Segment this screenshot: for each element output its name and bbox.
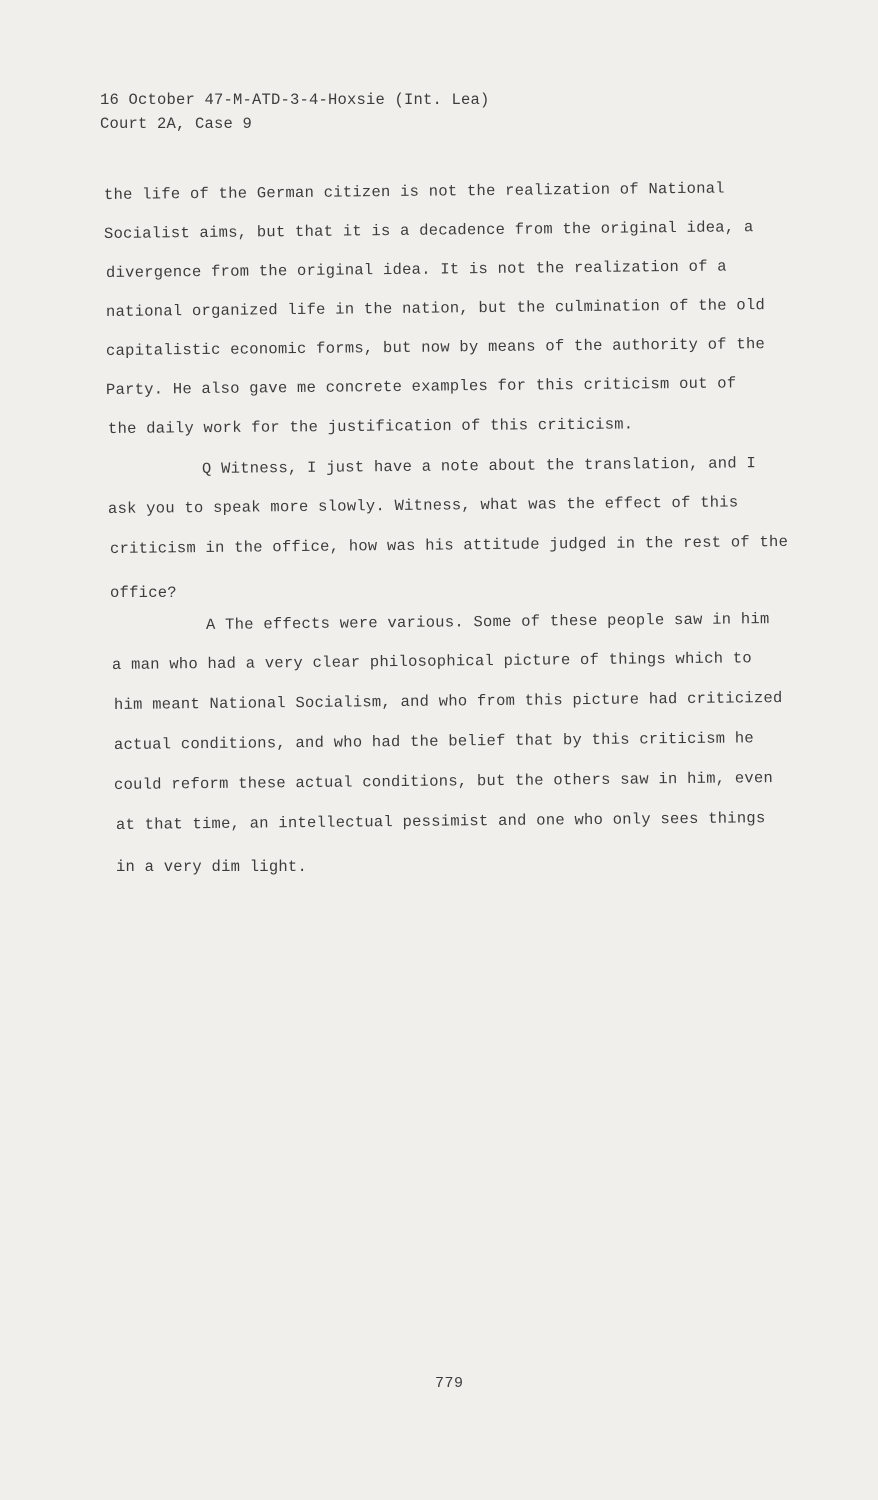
body-line: office? xyxy=(110,584,177,602)
body-line: in a very dim light. xyxy=(116,858,308,876)
body-line: Party. He also gave me concrete examples for this criticism out of xyxy=(105,374,737,399)
body-line: criticism in the office, how was his attitude judged in the rest of the xyxy=(109,532,789,558)
body-line: actual conditions, and who had the belief that by this criticism he xyxy=(113,729,755,754)
body-line: the daily work for the justification of this criticism. xyxy=(107,415,634,438)
body-line: the life of the German citizen is not the realization of National xyxy=(103,179,725,204)
body-line: Socialist aims, but that it is a decadence from the original idea, a xyxy=(103,218,754,243)
body-line: him meant National Socialism, and who from this picture had criticized xyxy=(113,688,783,714)
body-line: a man who had a very clear philosophical picture of things which to xyxy=(111,649,753,674)
body-line: divergence from the original idea. It is not the realization of a xyxy=(105,257,727,282)
header-date-line: 16 October 47-M-ATD-3-4-Hoxsie (Int. Lea) xyxy=(100,91,490,109)
body-line: at that time, an intellectual pessimist and one who only sees things xyxy=(115,809,766,834)
document-header xyxy=(100,88,490,136)
page-number: 779 xyxy=(435,1375,464,1392)
body-line: Q Witness, I just have a note about the translation, and I xyxy=(201,454,757,478)
body-line: ask you to speak more slowly. Witness, what was the effect of this xyxy=(107,493,739,518)
body-line: national organized life in the nation, but the culmination of the old xyxy=(105,296,766,321)
body-line: capitalistic economic forms, but now by means of the authority of the xyxy=(105,335,766,360)
header-court-line: Court 2A, Case 9 xyxy=(100,115,253,133)
body-line: A The effects were various. Some of these people saw in him xyxy=(205,610,770,634)
body-line: could reform these actual conditions, but the others saw in him, even xyxy=(113,769,774,794)
